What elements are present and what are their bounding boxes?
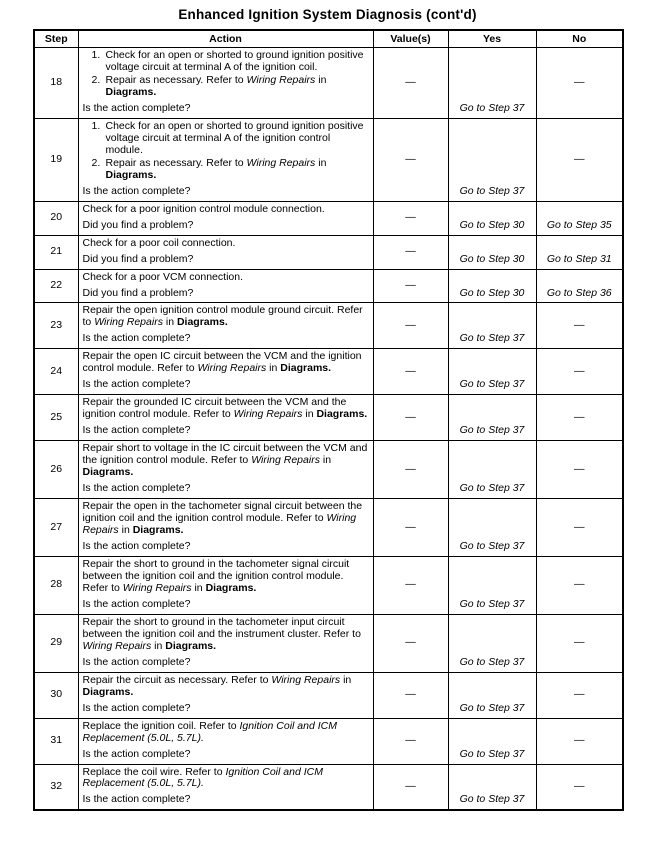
action-text-segments bbox=[83, 500, 363, 536]
action-text bbox=[83, 501, 369, 537]
plain-text: Replace the coil wire. Refer to bbox=[82, 765, 226, 778]
step-number: 31 bbox=[34, 718, 78, 764]
yes-cell: Go to Step 37 bbox=[448, 441, 536, 499]
action-text-segments bbox=[83, 271, 244, 283]
table-row bbox=[34, 201, 623, 235]
action-question: Is the action complete? bbox=[82, 539, 191, 552]
action-question: Is the action complete? bbox=[82, 482, 191, 495]
yes-cell: Go to Step 37 bbox=[448, 303, 536, 349]
values-cell: — bbox=[373, 303, 448, 349]
action-question: Is the action complete? bbox=[82, 701, 191, 714]
yes-cell: Go to Step 37 bbox=[448, 718, 536, 764]
action-text bbox=[83, 767, 369, 791]
list-number: 2. bbox=[91, 73, 101, 86]
bold-reference: Diagrams. bbox=[165, 639, 217, 652]
action-question: Did you find a problem? bbox=[82, 218, 194, 231]
plain-text: Check for a poor ignition control module connection. bbox=[82, 202, 325, 215]
action-cell bbox=[78, 614, 373, 672]
plain-text: Check for an open or shorted to ground ignition positive voltage circuit at terminal A of the ignition control module. bbox=[105, 119, 364, 156]
yes-cell: Go to Step 37 bbox=[448, 118, 536, 201]
plain-text: Repair the grounded IC circuit between the VCM and the ignition control module. Refer to bbox=[82, 396, 347, 421]
action-cell bbox=[78, 303, 373, 349]
yes-cell: Go to Step 37 bbox=[448, 349, 536, 395]
action-cell bbox=[78, 395, 373, 441]
italic-reference: Ignition Coil and ICM Replacement (5.0L, 5.7L). bbox=[82, 719, 337, 744]
values-cell: — bbox=[373, 201, 448, 235]
italic-reference: Wiring Repairs bbox=[251, 454, 320, 467]
no-cell: — bbox=[536, 395, 623, 441]
italic-reference: Wiring Repairs bbox=[122, 581, 192, 594]
no-cell: — bbox=[536, 118, 623, 201]
diagnosis-table bbox=[33, 29, 624, 811]
plain-text: in bbox=[319, 454, 332, 467]
plain-text: Repair the circuit as necessary. Refer to bbox=[82, 673, 272, 686]
col-header-action: Action bbox=[78, 30, 373, 48]
action-cell bbox=[78, 556, 373, 614]
values-cell: — bbox=[373, 499, 448, 557]
plain-text: in bbox=[162, 316, 177, 329]
table-row bbox=[34, 303, 623, 349]
col-header-values: Value(s) bbox=[373, 30, 448, 48]
page-title: Enhanced Ignition System Diagnosis (cont'd) bbox=[178, 7, 477, 22]
action-cell bbox=[78, 764, 373, 810]
table-row bbox=[34, 718, 623, 764]
plain-text: Check for a poor coil connection. bbox=[82, 236, 236, 249]
list-number: 2. bbox=[91, 156, 101, 169]
action-text-segments bbox=[83, 674, 352, 698]
bold-reference: Diagrams. bbox=[205, 581, 257, 594]
bold-reference: Diagrams. bbox=[82, 466, 134, 479]
values-cell: — bbox=[373, 395, 448, 441]
plain-text: Check for a poor VCM connection. bbox=[82, 270, 243, 283]
plain-text: Check for an open or shorted to ground ignition positive voltage circuit at terminal A of the ignition coil. bbox=[105, 49, 364, 73]
action-numbered-item bbox=[83, 75, 369, 99]
bold-reference: Diagrams. bbox=[105, 85, 157, 98]
table-row bbox=[34, 235, 623, 269]
bold-reference: Diagrams. bbox=[82, 685, 134, 698]
step-number: 25 bbox=[34, 395, 78, 441]
no-cell: — bbox=[536, 349, 623, 395]
action-question: Is the action complete? bbox=[82, 101, 191, 114]
no-cell: — bbox=[536, 764, 623, 810]
action-text-segments bbox=[106, 50, 369, 74]
no-cell: — bbox=[536, 718, 623, 764]
step-number: 22 bbox=[34, 269, 78, 303]
yes-cell: Go to Step 37 bbox=[448, 614, 536, 672]
step-number: 30 bbox=[34, 672, 78, 718]
table-body bbox=[34, 48, 623, 811]
values-cell: — bbox=[373, 614, 448, 672]
table-row bbox=[34, 118, 623, 201]
step-number: 32 bbox=[34, 764, 78, 810]
yes-cell: Go to Step 37 bbox=[448, 672, 536, 718]
action-cell bbox=[78, 48, 373, 119]
action-text-segments bbox=[83, 350, 362, 374]
action-text-segments bbox=[83, 766, 323, 790]
plain-text: in bbox=[191, 581, 206, 594]
action-text-segments bbox=[106, 158, 369, 182]
step-number: 18 bbox=[34, 48, 78, 119]
col-header-yes: Yes bbox=[448, 30, 536, 48]
step-number: 23 bbox=[34, 303, 78, 349]
action-text-segments bbox=[83, 304, 363, 328]
values-cell: — bbox=[373, 118, 448, 201]
action-text-segments bbox=[83, 558, 350, 594]
action-question: Is the action complete? bbox=[82, 747, 191, 760]
plain-text: in bbox=[340, 673, 352, 686]
action-question: Is the action complete? bbox=[82, 424, 191, 437]
action-question: Is the action complete? bbox=[82, 793, 191, 806]
action-question: Is the action complete? bbox=[82, 597, 191, 610]
action-cell bbox=[78, 269, 373, 303]
action-text bbox=[83, 617, 369, 653]
col-header-step: Step bbox=[34, 30, 78, 48]
plain-text: Repair the short to ground in the tachometer input circuit between the ignition coil and the instrument cluster. Refer to bbox=[82, 615, 361, 640]
action-cell bbox=[78, 118, 373, 201]
table-row bbox=[34, 764, 623, 810]
action-text bbox=[83, 675, 369, 699]
plain-text: in bbox=[315, 156, 327, 169]
values-cell: — bbox=[373, 556, 448, 614]
action-text bbox=[83, 397, 369, 421]
italic-reference: Wiring Repairs bbox=[82, 512, 357, 536]
action-cell bbox=[78, 499, 373, 557]
italic-reference: Wiring Repairs bbox=[246, 73, 316, 86]
step-number: 28 bbox=[34, 556, 78, 614]
plain-text: Repair as necessary. Refer to bbox=[105, 73, 247, 86]
step-number: 29 bbox=[34, 614, 78, 672]
step-number: 27 bbox=[34, 499, 78, 557]
no-cell: Go to Step 35 bbox=[536, 201, 623, 235]
action-text bbox=[83, 443, 369, 479]
table-row bbox=[34, 499, 623, 557]
step-number: 24 bbox=[34, 349, 78, 395]
action-text bbox=[83, 351, 369, 375]
values-cell: — bbox=[373, 441, 448, 499]
plain-text: in bbox=[315, 73, 327, 86]
action-numbered-item bbox=[83, 50, 369, 74]
bold-reference: Diagrams. bbox=[132, 524, 184, 536]
yes-cell: Go to Step 37 bbox=[448, 764, 536, 810]
action-question: Did you find a problem? bbox=[82, 252, 194, 265]
italic-reference: Wiring Repairs bbox=[82, 639, 152, 652]
action-cell bbox=[78, 235, 373, 269]
no-cell: — bbox=[536, 614, 623, 672]
values-cell: — bbox=[373, 235, 448, 269]
plain-text: Repair as necessary. Refer to bbox=[105, 156, 247, 169]
action-cell bbox=[78, 718, 373, 764]
action-text-segments bbox=[106, 121, 369, 157]
action-question: Is the action complete? bbox=[82, 184, 191, 197]
table-row bbox=[34, 269, 623, 303]
table-row bbox=[34, 672, 623, 718]
yes-cell: Go to Step 30 bbox=[448, 269, 536, 303]
action-question: Is the action complete? bbox=[82, 378, 191, 391]
plain-text: Replace the ignition coil. Refer to bbox=[82, 719, 240, 732]
plain-text: Repair short to voltage in the IC circuit between the VCM and the ignition control module. Refer to bbox=[82, 442, 368, 467]
no-cell: Go to Step 36 bbox=[536, 269, 623, 303]
no-cell: — bbox=[536, 672, 623, 718]
list-number: 1. bbox=[91, 49, 101, 61]
plain-text: in bbox=[118, 524, 133, 536]
action-cell bbox=[78, 349, 373, 395]
table-row bbox=[34, 48, 623, 119]
action-text-segments bbox=[106, 75, 369, 99]
step-number: 19 bbox=[34, 118, 78, 201]
yes-cell: Go to Step 37 bbox=[448, 48, 536, 119]
values-cell: — bbox=[373, 672, 448, 718]
values-cell: — bbox=[373, 269, 448, 303]
italic-reference: Ignition Coil and ICM Replacement (5.0L, 5.7L). bbox=[82, 765, 323, 790]
step-number: 21 bbox=[34, 235, 78, 269]
plain-text: Repair the short to ground in the tachometer signal circuit between the ignition coil and the ignition control module. Refer to bbox=[82, 557, 350, 594]
yes-cell: Go to Step 37 bbox=[448, 556, 536, 614]
italic-reference: Wiring Repairs bbox=[246, 156, 316, 169]
no-cell: — bbox=[536, 303, 623, 349]
table-row bbox=[34, 349, 623, 395]
italic-reference: Wiring Repairs bbox=[197, 362, 267, 375]
no-cell: Go to Step 31 bbox=[536, 235, 623, 269]
col-header-no: No bbox=[536, 30, 623, 48]
table-row bbox=[34, 614, 623, 672]
action-numbered-item bbox=[83, 158, 369, 182]
values-cell: — bbox=[373, 349, 448, 395]
no-cell: — bbox=[536, 48, 623, 119]
action-cell bbox=[78, 201, 373, 235]
action-text-segments bbox=[83, 442, 368, 478]
bold-reference: Diagrams. bbox=[176, 316, 228, 329]
action-text-segments bbox=[83, 720, 337, 744]
yes-cell: Go to Step 37 bbox=[448, 395, 536, 441]
action-question: Is the action complete? bbox=[82, 655, 191, 668]
action-text bbox=[83, 721, 369, 745]
plain-text: in bbox=[302, 408, 317, 421]
plain-text: Repair the open in the tachometer signal circuit between the ignition coil and the ignition control module. Refer to bbox=[82, 500, 363, 525]
action-question: Is the action complete? bbox=[82, 332, 191, 345]
action-cell bbox=[78, 672, 373, 718]
yes-cell: Go to Step 30 bbox=[448, 235, 536, 269]
table-row bbox=[34, 395, 623, 441]
no-cell: — bbox=[536, 499, 623, 557]
list-number: 1. bbox=[91, 119, 101, 132]
bold-reference: Diagrams. bbox=[280, 362, 332, 375]
action-text bbox=[83, 204, 369, 216]
table-row bbox=[34, 556, 623, 614]
values-cell: — bbox=[373, 764, 448, 810]
action-text-segments bbox=[83, 237, 236, 249]
bold-reference: Diagrams. bbox=[105, 168, 157, 181]
header-row bbox=[34, 30, 623, 48]
no-cell: — bbox=[536, 441, 623, 499]
action-text bbox=[83, 559, 369, 595]
action-text bbox=[83, 238, 369, 250]
italic-reference: Wiring Repairs bbox=[271, 673, 341, 686]
yes-cell: Go to Step 37 bbox=[448, 499, 536, 557]
bold-reference: Diagrams. bbox=[316, 408, 368, 421]
table-header bbox=[34, 30, 623, 48]
plain-text: Repair the open ignition control module ground circuit. Refer to bbox=[82, 304, 363, 329]
italic-reference: Wiring Repairs bbox=[233, 408, 303, 421]
italic-reference: Wiring Repairs bbox=[94, 316, 163, 329]
table-row bbox=[34, 441, 623, 499]
step-number: 26 bbox=[34, 441, 78, 499]
action-text-segments bbox=[83, 396, 368, 420]
action-text-segments bbox=[83, 203, 325, 215]
values-cell: — bbox=[373, 48, 448, 119]
no-cell: — bbox=[536, 556, 623, 614]
values-cell: — bbox=[373, 718, 448, 764]
step-number: 20 bbox=[34, 201, 78, 235]
plain-text: in bbox=[266, 362, 281, 375]
action-question: Did you find a problem? bbox=[82, 286, 194, 299]
action-cell bbox=[78, 441, 373, 499]
plain-text: in bbox=[151, 639, 166, 652]
action-text bbox=[83, 272, 369, 284]
plain-text: Repair the open IC circuit between the VCM and the ignition control module. Refer to bbox=[82, 350, 362, 375]
yes-cell: Go to Step 30 bbox=[448, 201, 536, 235]
action-text bbox=[83, 305, 369, 329]
action-numbered-item bbox=[83, 121, 369, 157]
action-text-segments bbox=[83, 616, 361, 652]
